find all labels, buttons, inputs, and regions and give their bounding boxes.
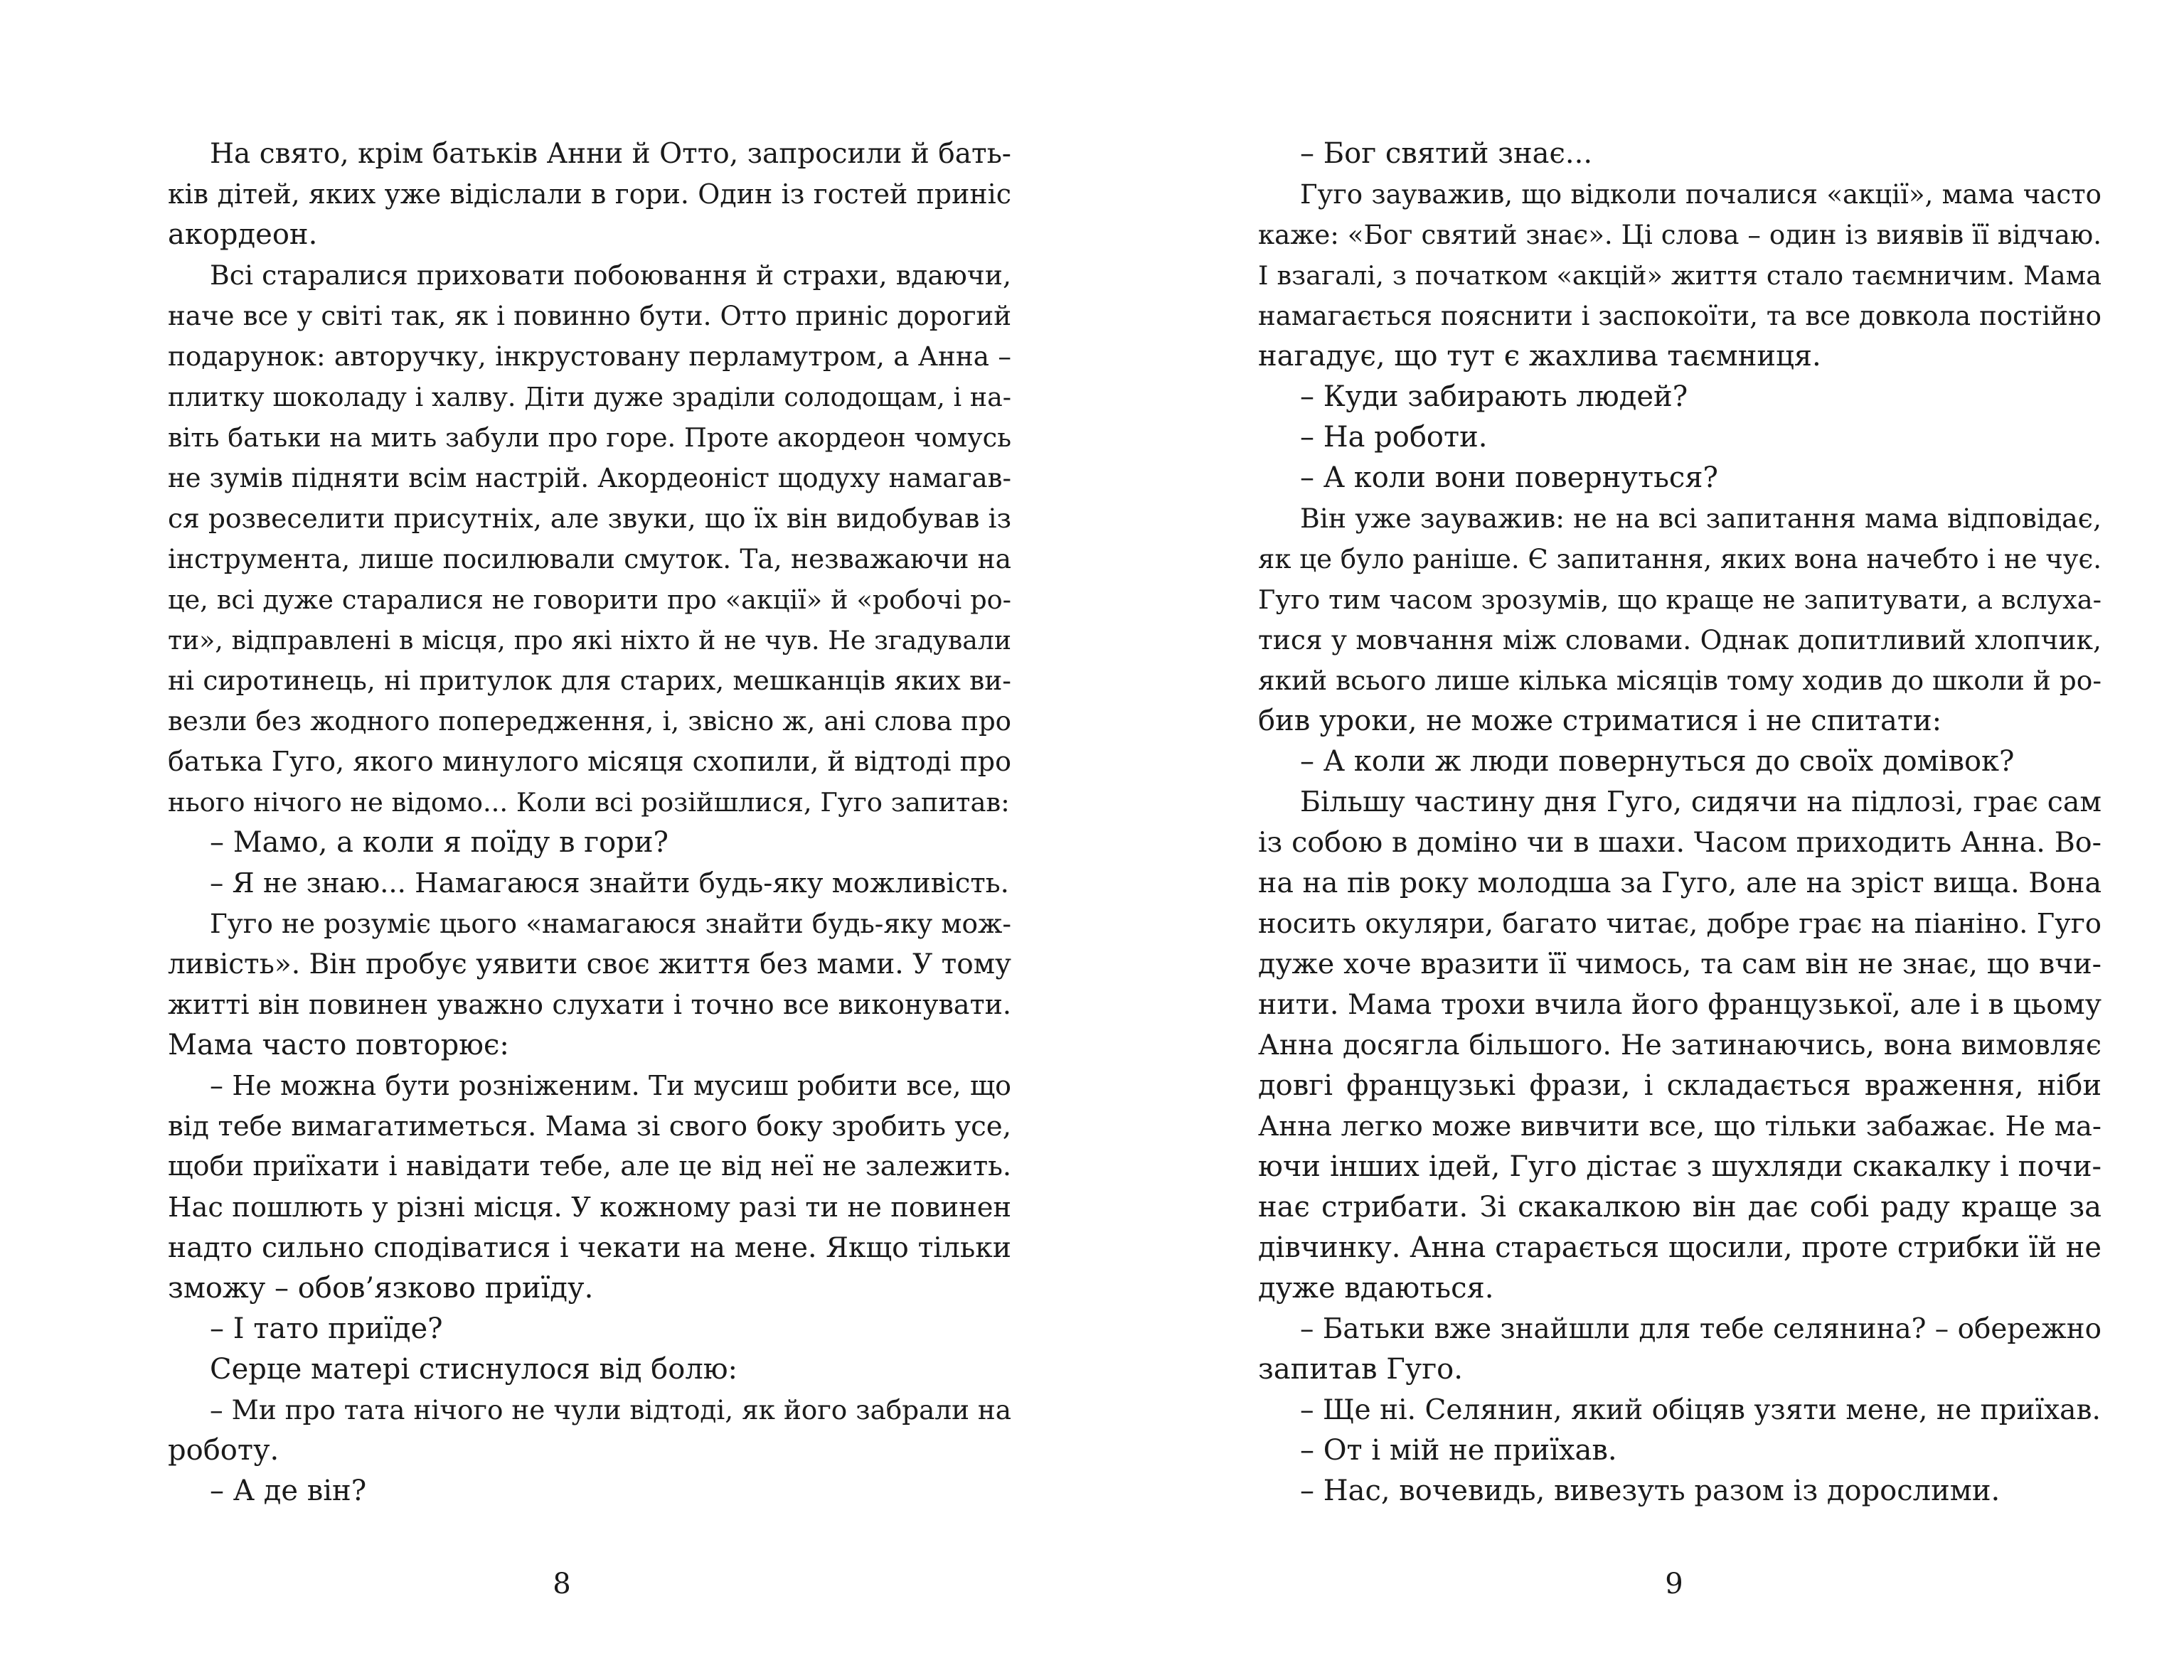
text-line: із собою в доміно чи в шахи. Часом приходить Анна. Во-	[1258, 826, 2102, 859]
text-line: На свято, крім батьків Анни й Отто, запросили й бать-	[210, 138, 1011, 170]
text-line: нього нічого не відомо... Коли всі розійшлися, Гуго запитав:	[168, 787, 1010, 818]
text-line: ливість». Він пробує уявити своє життя без мами. У тому	[168, 948, 1011, 980]
text-line: зможу – обов’язково приїду.	[168, 1272, 594, 1305]
text-line: запитав Гуго.	[1258, 1353, 1463, 1386]
text-line: І взагалі, з початком «акцій» життя стало таємничим. Мама	[1258, 260, 2102, 291]
page-number: 8	[553, 1568, 571, 1600]
text-line: Мама часто повторює:	[168, 1029, 509, 1061]
text-line: – А коли вони повернуться?	[1300, 461, 1718, 494]
text-line: дуже хоче вразити її чимось, та сам він не знає, що вчи-	[1258, 948, 2102, 980]
text-line: батька Гуго, якого минулого місяця схопили, й відтоді про	[168, 746, 1011, 777]
text-line: – Ще ні. Селянин, який обіцяв узяти мене, не приїхав.	[1300, 1394, 2101, 1426]
text-line: як це було раніше. Є запитання, яких вона начебто і не чує.	[1258, 544, 2102, 574]
text-line: – Я не знаю... Намагаюся знайти будь-яку можливість.	[210, 867, 1009, 899]
text-line: – От і мій не приїхав.	[1300, 1434, 1617, 1467]
text-line: подарунок: авторучку, інкрустовану перламутром, а Анна –	[168, 341, 1011, 372]
text-line: ні сиротинець, ні притулок для старих, мешканців яких ви-	[168, 665, 1011, 696]
text-line: плитку шоколаду і халву. Діти дуже зраділи солодощам, і на-	[168, 382, 1011, 412]
text-line: – Батьки вже знайшли для тебе селянина? – обережно	[1300, 1313, 2102, 1345]
text-line: Гуго тим часом зрозумів, що краще не запитувати, а вслуха-	[1258, 584, 2102, 615]
text-line: ків дітей, яких уже відіслали в гори. Один із гостей приніс	[168, 178, 1011, 210]
text-line: – Нас, вочевидь, вивезуть разом із дорослими.	[1300, 1475, 2001, 1507]
text-line: від тебе вимагатиметься. Мама зі свого боку зробить усе,	[168, 1111, 1011, 1143]
text-line: Всі старалися приховати побоювання й страхи, вдаючи,	[210, 260, 1011, 291]
text-line: дуже вдаються.	[1258, 1272, 1494, 1305]
text-line: Нас пошлють у різні місця. У кожному разі ти не повинен	[168, 1192, 1011, 1224]
text-line: везли без жодного попередження, і, звісно ж, ані слова про	[168, 706, 1011, 737]
text-line: – Бог святий знає...	[1300, 137, 1593, 170]
text-line: який всього лише кілька місяців тому ходив до школи й ро-	[1258, 665, 2102, 696]
text-line: не зумів підняти всім настрій. Акордеоніст щодуху намагав-	[168, 463, 1011, 493]
text-line: ти», відправлені в місця, про які ніхто й не чув. Не згадували	[168, 625, 1011, 656]
text-line: Він уже зауважив: не на всі запитання мама відповідає,	[1300, 503, 2102, 534]
text-line: Більшу частину дня Гуго, сидячи на підлозі, грає сам	[1300, 786, 2102, 818]
text-line: надто сильно сподіватися і чекати на мене. Якщо тільки	[168, 1232, 1011, 1264]
text-line: – Куди забирають людей?	[1300, 380, 1688, 413]
text-line: намагається пояснити і заспокоїти, та все довкола постійно	[1258, 301, 2102, 331]
text-line: довгі французькі фрази, і складається враження, ніби	[1258, 1069, 2102, 1102]
text-line: Гуго зауважив, що відколи почалися «акції», мама часто	[1300, 179, 2102, 210]
text-line: інструмента, лише посилювали смуток. Та, незважаючи на	[168, 543, 1011, 574]
text-line: – А де він?	[210, 1475, 367, 1507]
text-line: віть батьки на мить забули про горе. Проте акордеон чомусь	[168, 422, 1011, 453]
text-line: нає стрибати. Зі скакалкою він дає собі раду краще за	[1258, 1191, 2102, 1224]
text-line: бив уроки, не може стриматися і не спитати:	[1258, 705, 1942, 737]
text-line: ючи інших ідей, Гуго дістає з шухляди скакалку і почи-	[1258, 1150, 2102, 1183]
text-line: Серце матері стиснулося від болю:	[210, 1353, 738, 1386]
text-line: носить окуляри, багато читає, добре грає на піаніно. Гуго	[1258, 908, 2102, 940]
text-line: тися у мовчання між словами. Однак допитливий хлопчик,	[1258, 624, 2102, 656]
text-line: – А коли ж люди повернуться до своїх домівок?	[1300, 745, 2015, 778]
text-line: нагадує, що тут є жахлива таємниця.	[1258, 340, 1821, 373]
text-line: Анна легко може вивчити все, що тільки забажає. Не ма-	[1258, 1111, 2102, 1143]
page-number: 9	[1665, 1568, 1683, 1600]
text-line: – Мамо, а коли я поїду в гори?	[210, 826, 668, 859]
right-page-text	[1258, 134, 2102, 1512]
text-line: – І тато приїде?	[210, 1312, 443, 1345]
text-line: це, всі дуже старалися не говорити про «акції» й «робочі ро-	[168, 584, 1011, 615]
text-line: акордеон.	[168, 218, 318, 251]
text-line: – Ми про тата нічого не чули відтоді, як його забрали на	[210, 1394, 1011, 1425]
text-line: наче все у світі так, як і повинно бути. Отто приніс дорогий	[168, 300, 1011, 331]
text-line: ся розвеселити присутніх, але звуки, що їх він видобував із	[168, 503, 1011, 534]
text-line: роботу.	[168, 1434, 279, 1467]
text-line: житті він повинен уважно слухати і точно все виконувати.	[168, 989, 1011, 1020]
text-line: нити. Мама трохи вчила його французької, але і в цьому	[1258, 988, 2102, 1021]
right-page	[1092, 0, 2184, 1680]
text-line: Анна досягла більшого. Не затинаючись, вона вимовляє	[1258, 1029, 2102, 1061]
text-line: на на пів року молодша за Гуго, але на зріст вища. Вона	[1258, 867, 2102, 899]
text-line: щоби приїхати і навідати тебе, але це від неї не залежить.	[168, 1151, 1011, 1182]
text-line: – На роботи.	[1300, 421, 1488, 454]
left-page-text	[168, 134, 1011, 1512]
text-line: – Не можна бути розніженим. Ти мусиш робити все, що	[210, 1070, 1011, 1101]
text-line: Гуго не розуміє цього «намагаюся знайти будь-яку мож-	[210, 908, 1011, 939]
text-line: каже: «Бог святий знає». Ці слова – один із виявів її відчаю.	[1258, 220, 2102, 250]
text-line: дівчинку. Анна старається щосили, проте стрибки їй не	[1258, 1231, 2102, 1264]
